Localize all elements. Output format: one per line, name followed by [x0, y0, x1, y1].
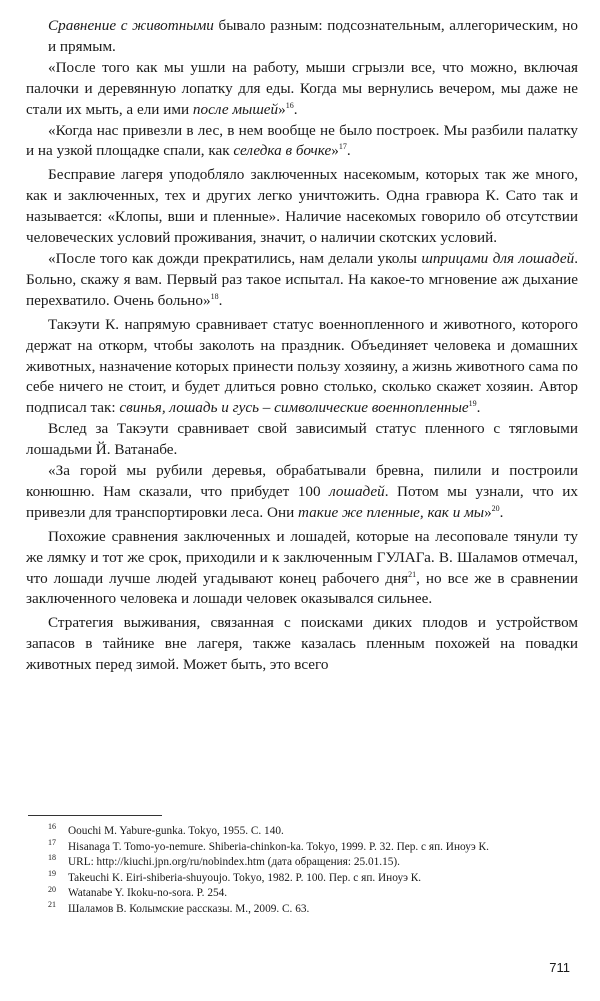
paragraph [26, 249, 578, 312]
footnote-text: Oouchi M. Yabure-gunka. Tokyo, 1955. С. 140. [68, 825, 284, 837]
footnotes [26, 824, 578, 918]
paragraph [26, 165, 578, 249]
footnote-ref: 21 [408, 569, 417, 579]
italic-phrase: шприцами для лошадей [421, 249, 575, 267]
italic-phrase: такие же пленные, как и мы [298, 503, 485, 521]
text-run: «После того как мы ушли на работу, мыши сгрызли все, что можно, включая палочки и деревянную лопатку для еды. Когда мы вернулись вечером, мы даже не стали их мыть, а ели ими [26, 58, 578, 118]
text-run: Такэути К. напрямую сравнивает статус военнопленного и животного, которого держат на откорм, чтобы заколоть на праздник. Объединяет человека и домашних животных, назначение которых принести пользу хозяину, а жизнь животного сама по себе ничего не стоит, и будет длиться ровно столько, сколько скажет хозяин. Автор подписал так: [26, 315, 578, 417]
text-run: . [346, 142, 351, 160]
footnote-text: Шаламов В. Колымские рассказы. М., 2009. С. 63. [68, 902, 310, 915]
footnote-ref: 18 [210, 291, 219, 301]
footnote-text: Watanabe Y. Ikoku-no-sora. P. 254. [68, 887, 228, 900]
page-number: 711 [549, 960, 570, 975]
paragraph [26, 16, 578, 58]
text-run: » [278, 100, 286, 118]
footnote-text: Hisanaga T. Tomo-yo-nemure. Shiberia-chinkon-ka. Tokyo, 1999. P. 32. Пер. с яп. Иноуэ К. [68, 840, 489, 853]
text-run: . Больно, скажу я вам. Первый раз такое испытал. На какое-то мгновение аж дыхание перехватило. Очень больно» [26, 249, 578, 309]
footnote-divider [28, 815, 162, 816]
text-run: , но все же в сравнении заключенного человека и лошади человек оказывался сильнее. [26, 569, 578, 608]
footnote: $^{21}$ Шаламов В. Колымские рассказы. М., 2009. С. 63. [48, 900, 310, 915]
text-run: «За горой мы рубили деревья, обрабатывали бревна, пилили и построили конюшню. Нам сказали, что прибудет 100 [26, 462, 578, 500]
italic-phrase: лошадей [329, 482, 385, 500]
footnote-text: Takeuchi K. Eiri-shiberia-shuyoujo. Tokyo, 1982. P. 100. Пер. с яп. Иноуэ К. [68, 871, 422, 884]
paragraph [26, 527, 578, 611]
text-run: Вслед за Такэути сравнивает свой зависимый статус пленного с тягловыми лошадьми Й. Ватанабе. [26, 420, 578, 459]
footnote: $^{20}$ Watanabe Y. Ikoku-no-sora. P. 254. [48, 884, 228, 900]
italic-phrase: Сравнение с животными [48, 17, 214, 34]
italic-phrase: свинья, лошадь и гусь – символические военнопленные [119, 399, 469, 417]
text-run: . [293, 100, 298, 118]
paragraph [26, 419, 578, 461]
text-run: . [499, 503, 504, 521]
text-run: Похожие сравнения заключенных и лошадей, которые на лесоповале тянули ту же лямку и тот же срок, приходили и к заключенным ГУЛАГа. В. Шаламов отмечал, что лошади лучше людей угадывают конец рабочего дня [26, 527, 578, 587]
footnote-text: URL: http://kiuchi.jpn.org/ru/nobindex.htm (дата обращения: 25.01.15). [68, 856, 400, 869]
footnote: $^{19}$ Takeuchi K. Eiri-shiberia-shuyoujo. Tokyo, 1982. P. 100. Пер. с яп. Иноуэ К. [48, 869, 422, 884]
footnote-ref: 16 [285, 100, 294, 110]
text-run: Стратегия выживания, связанная с поисками диких плодов и устройством запасов в тайнике вне лагеря, также казалась пленным похожей на повадки животных перед зимой. Может быть, это всего [26, 614, 578, 674]
text-run: . [218, 291, 223, 309]
text-run: бывало разным: подсознательным, аллегорическим, но и прямым. [48, 17, 579, 55]
text-run: Бесправие лагеря уподобляло заключенных насекомым, которых так же много, как и заключенных, тех и других легко уничтожить. Одна гравюра К. Сато так и называется: «Клопы, вши и пленные». Наличие насекомых говорило об отсутствии человеческих условий проживания, значит, о наличии скотских условий. [26, 166, 578, 247]
paragraph [26, 121, 578, 163]
paragraph [26, 58, 578, 121]
footnote-ref: 19 [468, 399, 477, 409]
paragraph [26, 315, 578, 420]
text-run: » [484, 503, 492, 521]
main-text [26, 16, 578, 676]
text-run: «После того как дожди прекратились, нам делали уколы [48, 249, 422, 267]
footnote-ref: 17 [338, 142, 347, 152]
footnote: $^{18}$ URL: http://kiuchi.jpn.org/ru/nobindex.htm (дата обращения: 25.01.15). [48, 853, 400, 869]
text-run: » [331, 142, 339, 160]
footnote-ref: 20 [491, 503, 500, 513]
paragraph [26, 461, 578, 524]
paragraph [26, 613, 578, 676]
italic-phrase: селедка в бочке [233, 142, 332, 160]
footnote: $^{17}$ Hisanaga T. Tomo-yo-nemure. Shiberia-chinkon-ka. Tokyo, 1999. P. 32. Пер. с яп. Иноуэ К. [48, 837, 489, 853]
text-run: . [476, 399, 481, 417]
text-run: . Потом мы узнали, что их привезли для транспортировки леса. Они [26, 482, 578, 521]
text-run: «Когда нас привезли в лес, в нем вообще не было построек. Мы разбили палатку и на узкой площадке спали, как [26, 121, 578, 160]
italic-phrase: после мышей [192, 100, 279, 118]
footnote: $^{16}$ Oouchi M. Yabure-gunka. Tokyo, 1955. С. 140. [48, 822, 284, 837]
